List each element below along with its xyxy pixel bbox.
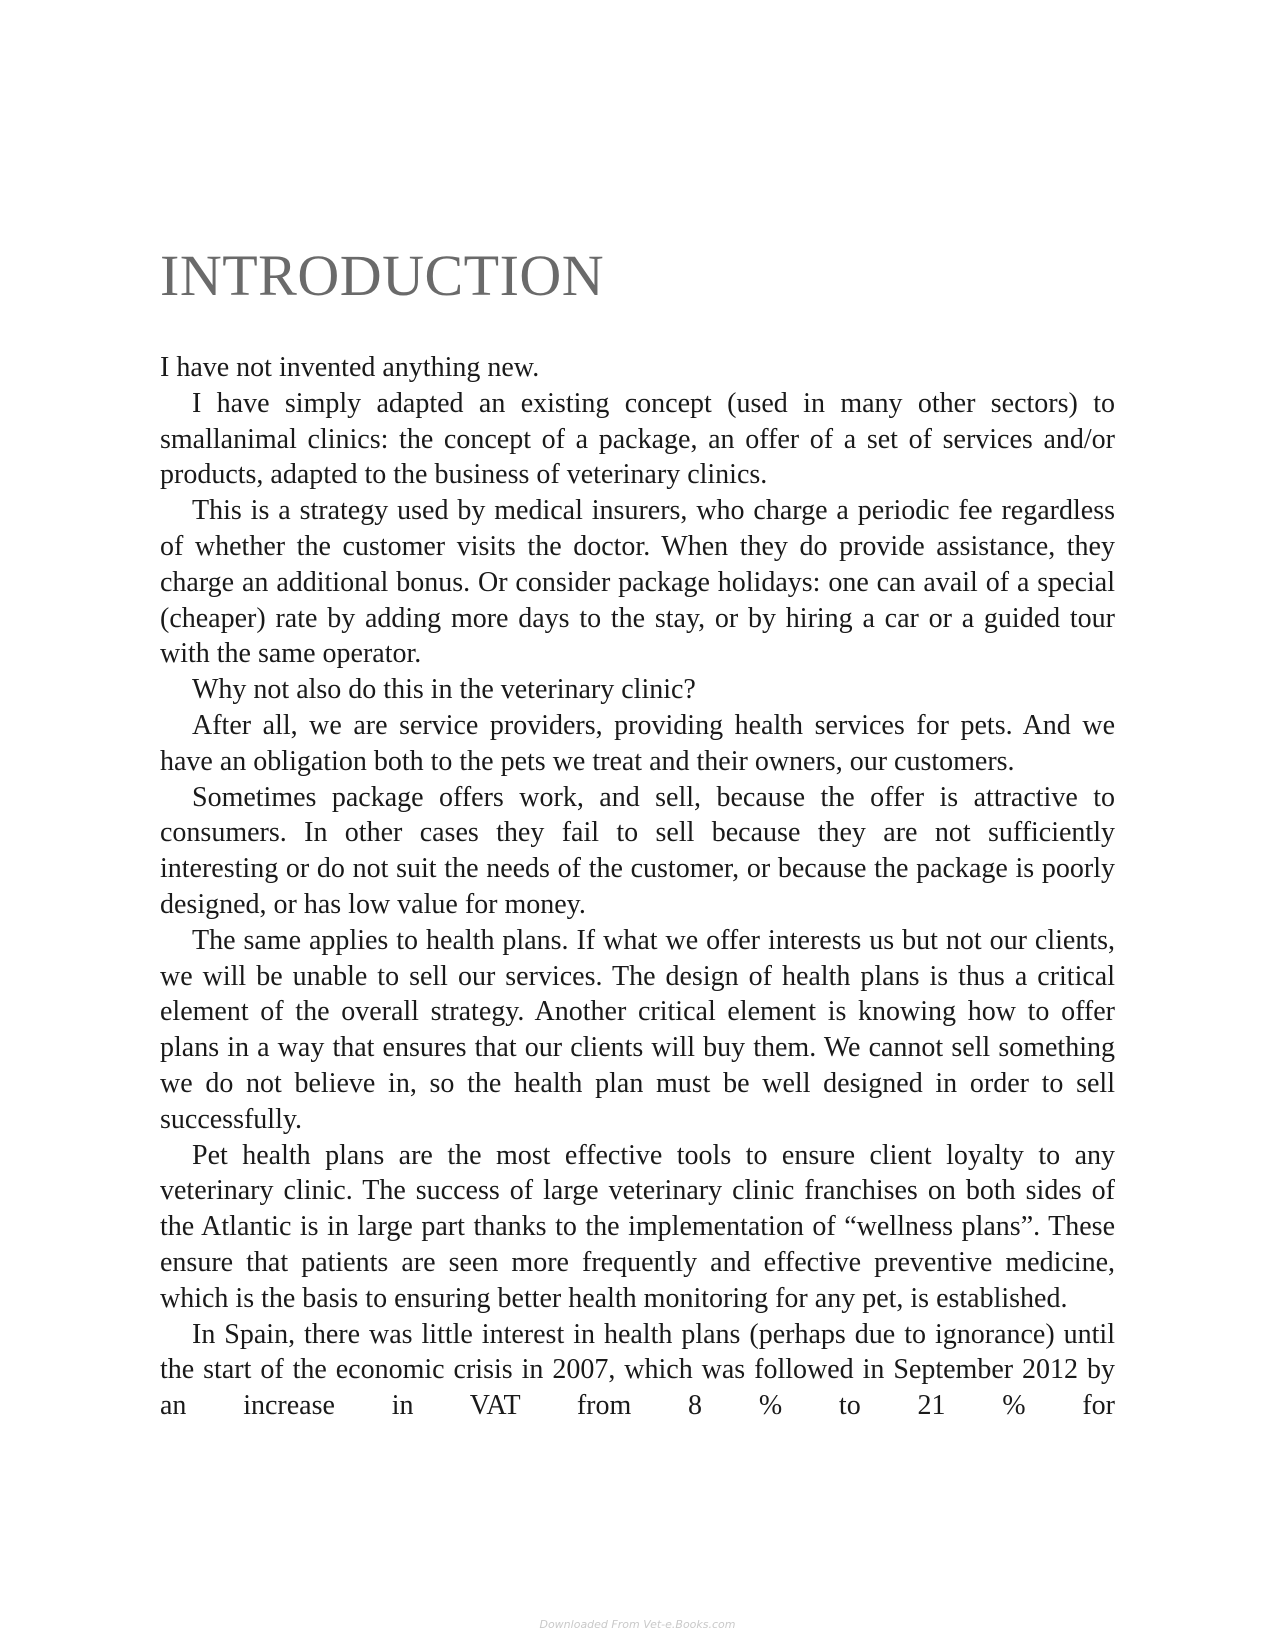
paragraph: This is a strategy used by medical insurers, who charge a periodic fee regardless of whether the customer visits the doctor. When they do provide assistance, they charge an additional bonus. Or consider package holidays: one can avail of a special (cheaper) rate by adding more days to the stay, or by hiring a car or a guided tour with the same operator. xyxy=(160,495,1115,670)
paragraph: Pet health plans are the most effective tools to ensure client loyalty to any veterinary clinic. The success of large veterinary clinic franchises on both sides of the Atlantic is in large part thanks to the implementation of “wellness plans”. These ensure that patients are seen more frequently and effective preventive medicine, which is the basis to ensuring better health monitoring for any pet, is established. xyxy=(160,1139,1115,1314)
paragraph: Why not also do this in the veterinary clinic? xyxy=(192,674,696,706)
paragraph: I have simply adapted an existing concept (used in many other sectors) to smallanimal clinics: the concept of a package, an offer of a set of services and/or products, adapted to the business of veterinary clinics. xyxy=(160,387,1115,491)
watermark: Downloaded From Vet-e.Books.com xyxy=(539,1618,736,1631)
paragraph: I have not invented anything new. xyxy=(160,352,540,383)
paragraph: The same applies to health plans. If what we offer interests us but not our clients, we will be unable to sell our services. The design of health plans is thus a critical element of the overall strategy. Another critical element is knowing how to offer plans in a way that ensures that our clients will buy them. We cannot sell something we do not believe in, so the health plan must be well designed in order to sell successfully. xyxy=(160,924,1115,1135)
paragraph: After all, we are service providers, providing health services for pets. And we have an obligation both to the pets we treat and their owners, our customers. xyxy=(160,709,1115,777)
paragraph: Sometimes package offers work, and sell, because the offer is attractive to consumers. In other cases they fail to sell because they are not sufficiently interesting or do not suit the needs of the customer, or because the package is poorly designed, or has low value for money. xyxy=(160,781,1115,920)
page-title: INTRODUCTION xyxy=(160,243,605,308)
paragraph: In Spain, there was little interest in health plans (perhaps due to ignorance) until the start of the economic crisis in 2007, which was followed in September 2012 by an increase in VAT from 8 % to 21 % for xyxy=(160,1318,1115,1422)
body-text xyxy=(160,350,1115,1424)
